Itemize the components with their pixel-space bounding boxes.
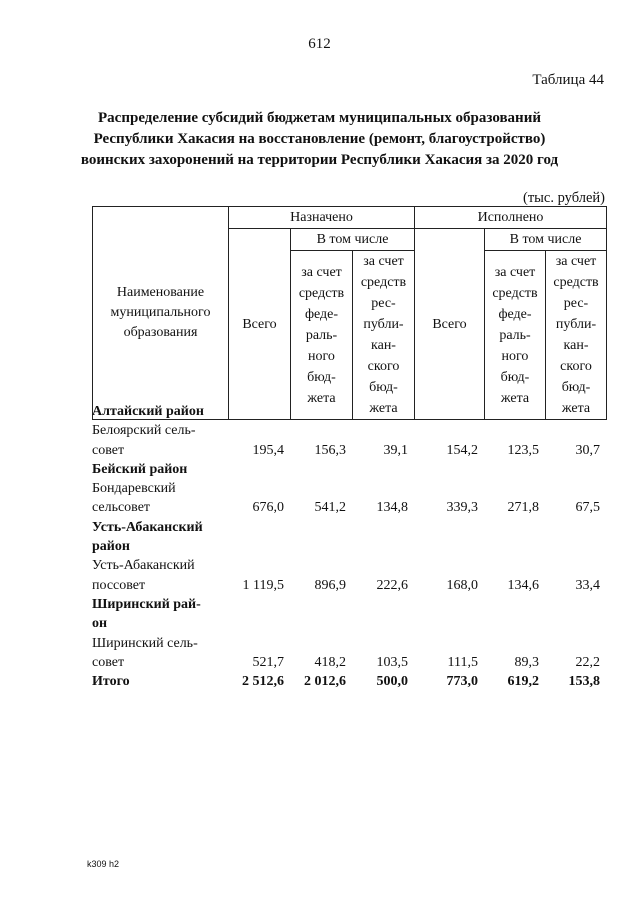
district-row <box>92 614 606 633</box>
district-row <box>92 595 606 614</box>
units-label: (тыс. рублей) <box>523 190 605 206</box>
value-cell: 222,6 <box>376 577 408 593</box>
header-executed-federal: за счет средств феде- раль- ного бюд- жета <box>485 251 546 420</box>
header-assigned-federal: за счет средств феде- раль- ного бюд- жета <box>291 251 353 420</box>
header-executed-total: Всего <box>415 229 485 420</box>
header-assigned-including: В том числе <box>291 229 415 251</box>
table-header <box>92 206 607 420</box>
row-name: поссовет <box>92 577 146 593</box>
row-name: совет <box>92 442 125 458</box>
district-row <box>92 537 606 556</box>
value-cell: 521,7 <box>252 654 284 670</box>
district-row <box>92 518 606 537</box>
header-executed-including: В том числе <box>485 229 607 251</box>
row-name: сельсовет <box>92 500 151 516</box>
value-cell: 773,0 <box>446 674 478 690</box>
row-name: Белоярский сель- <box>92 423 196 439</box>
page-number: 612 <box>308 36 331 52</box>
header-assigned-total: Всего <box>229 229 291 420</box>
row-name: Бейский район <box>92 461 188 477</box>
footer-code: k309 h2 <box>87 859 120 869</box>
value-cell: 123,5 <box>507 442 539 458</box>
row-name: совет <box>92 654 125 670</box>
table-row <box>92 498 606 517</box>
row-name: Усть-Абаканский <box>92 519 203 535</box>
table-row <box>92 421 606 440</box>
row-name: Ширинский рай- <box>92 596 201 612</box>
value-cell: 153,8 <box>568 674 601 690</box>
value-cell: 67,5 <box>575 500 601 516</box>
value-cell: 271,8 <box>507 500 539 516</box>
value-cell: 2 012,6 <box>304 674 346 690</box>
header-executed: Исполнено <box>415 207 607 229</box>
value-cell: 111,5 <box>447 654 478 670</box>
value-cell: 103,5 <box>376 654 408 670</box>
district-row <box>92 402 606 421</box>
value-cell: 896,9 <box>314 577 346 593</box>
header-assigned-republic: за счет средств рес- публи- кан- ского бюд- жета <box>353 251 415 420</box>
table-row <box>92 653 606 672</box>
table-row <box>92 441 606 460</box>
value-cell: 39,1 <box>383 442 408 458</box>
title-line: воинских захоронений на территории Республики Хакасия за 2020 год <box>80 152 559 168</box>
table-row <box>92 576 606 595</box>
header-executed-republic: за счет средств рес- публи- кан- ского бюд- жета <box>546 251 607 420</box>
value-cell: 500,0 <box>376 674 408 690</box>
value-cell: 154,2 <box>446 442 478 458</box>
row-name: Бондаревский <box>92 481 176 497</box>
value-cell: 30,7 <box>575 442 601 458</box>
value-cell: 134,8 <box>376 500 408 516</box>
header-assigned: Назначено <box>229 207 415 229</box>
title-line: Распределение субсидий бюджетам муниципальных образований <box>98 110 541 126</box>
value-cell: 89,3 <box>514 654 539 670</box>
table-row <box>92 556 606 575</box>
value-cell: 33,4 <box>575 577 601 593</box>
value-cell: 156,3 <box>314 442 346 458</box>
table-body <box>92 402 606 691</box>
value-cell: 22,2 <box>575 654 601 670</box>
value-cell: 676,0 <box>252 500 284 516</box>
value-cell: 168,0 <box>446 577 478 593</box>
value-cell: 2 512,6 <box>242 674 284 690</box>
header-name-cell: Наименование муниципального образования <box>93 207 229 420</box>
value-cell: 195,4 <box>252 442 284 458</box>
row-name: он <box>92 616 108 632</box>
value-cell: 418,2 <box>314 654 346 670</box>
value-cell: 134,6 <box>507 577 539 593</box>
row-name: Усть-Абаканский <box>92 558 195 574</box>
row-name: Алтайский район <box>92 404 204 419</box>
table-row <box>92 634 606 653</box>
total-row <box>92 672 606 691</box>
value-cell: 1 119,5 <box>242 577 284 593</box>
value-cell: 339,3 <box>446 500 478 516</box>
row-name: Ширинский сель- <box>92 635 198 651</box>
table-row <box>92 479 606 498</box>
district-row <box>92 460 606 479</box>
row-name: Итого <box>92 674 130 690</box>
row-name: район <box>92 539 130 555</box>
table-number: Таблица 44 <box>532 72 604 88</box>
value-cell: 619,2 <box>507 674 539 690</box>
title-line: Республики Хакасия на восстановление (ремонт, благоустройство) <box>93 131 546 147</box>
table-title <box>60 108 579 171</box>
value-cell: 541,2 <box>314 500 346 516</box>
